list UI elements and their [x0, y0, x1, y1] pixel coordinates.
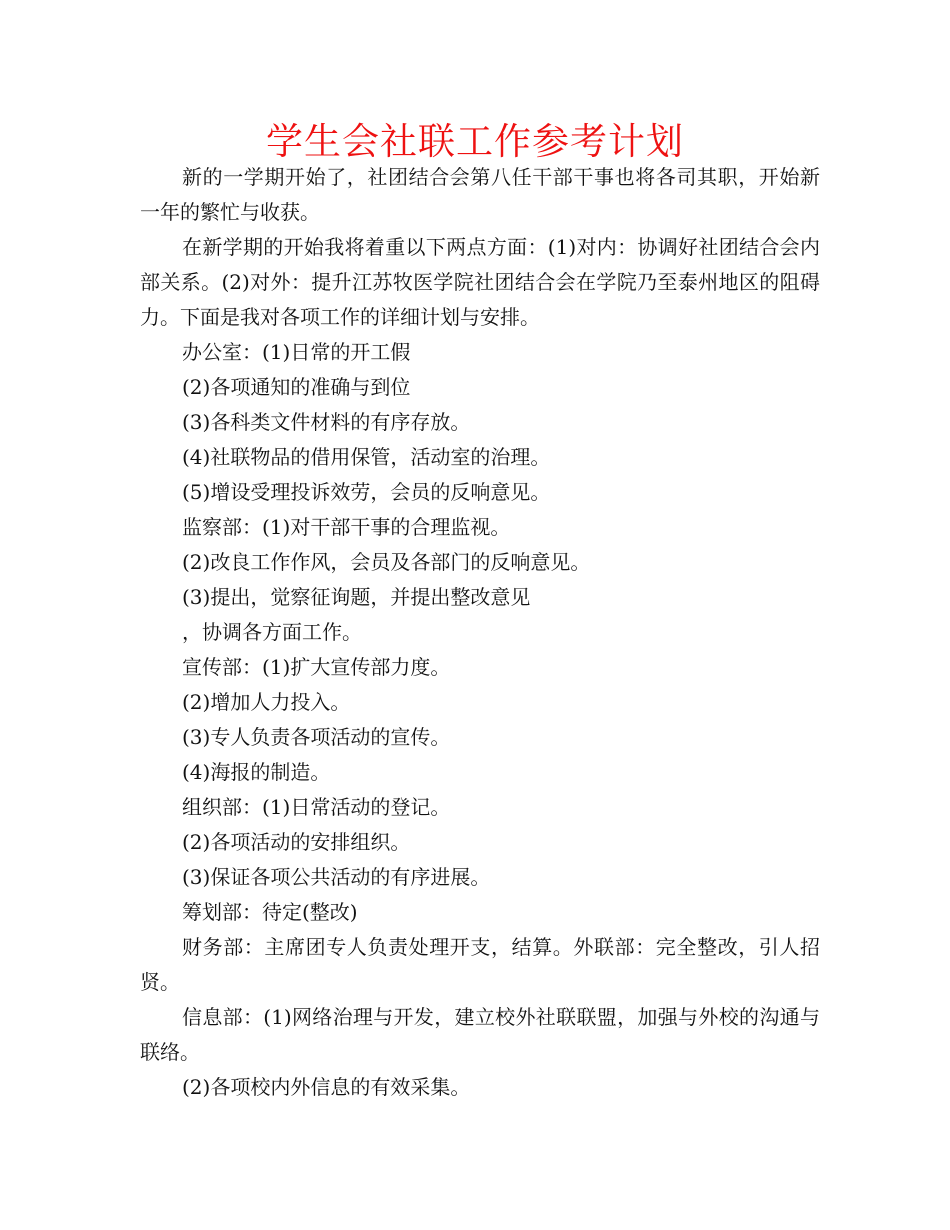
paragraph-planning: 筹划部：待定(整改) [182, 900, 358, 924]
paragraph-office-3: (3)各科类文件材料的有序存放。 [182, 410, 471, 434]
paragraph-office-5: (5)增设受理投诉效劳，会员的反响意见。 [182, 480, 551, 504]
paragraph-supervision-3-cont: ，协调各方面工作。 [182, 620, 362, 644]
paragraph-publicity-4: (4)海报的制造。 [182, 760, 331, 784]
paragraph-finance-liaison: 财务部：主席团专人负责处理开支，结算。外联部：完全整改，引人招贤。 [140, 935, 820, 994]
paragraph-supervision-2: (2)改良工作作风，会员及各部门的反响意见。 [182, 550, 591, 574]
paragraph-information-2: (2)各项校内外信息的有效采集。 [182, 1075, 471, 1099]
paragraph-supervision-1: 监察部：(1)对干部干事的合理监视。 [182, 515, 511, 539]
paragraph-supervision-3: (3)提出，觉察征询题，并提出整改意见 [182, 585, 531, 609]
paragraph-publicity-3: (3)专人负责各项活动的宣传。 [182, 725, 451, 749]
paragraph-organization-1: 组织部：(1)日常活动的登记。 [182, 795, 451, 819]
paragraph-publicity-1: 宣传部：(1)扩大宣传部力度。 [182, 655, 451, 679]
paragraph-office-2: (2)各项通知的准确与到位 [182, 375, 411, 399]
paragraph-publicity-2: (2)增加人力投入。 [182, 690, 351, 714]
document-title: 学生会社联工作参考计划 [266, 120, 684, 163]
paragraph-organization-2: (2)各项活动的安排组织。 [182, 830, 411, 854]
paragraph-focus: 在新学期的开始我将着重以下两点方面：(1)对内：协调好社团结合会内部关系。(2)对外：提升江苏牧医学院社团结合会在学院乃至泰州地区的阻碍力。下面是我对各项工作的详细计划与安排。 [140, 235, 820, 329]
document-body [140, 160, 820, 1105]
paragraph-office-4: (4)社联物品的借用保管，活动室的治理。 [182, 445, 551, 469]
paragraph-office-1: 办公室：(1)日常的开工假 [182, 340, 411, 364]
paragraph-intro: 新的一学期开始了，社团结合会第八任干部干事也将各司其职，开始新一年的繁忙与收获。 [140, 165, 820, 224]
paragraph-information-1: 信息部：(1)网络治理与开发，建立校外社联联盟，加强与外校的沟通与联络。 [140, 1005, 820, 1064]
paragraph-organization-3: (3)保证各项公共活动的有序进展。 [182, 865, 491, 889]
